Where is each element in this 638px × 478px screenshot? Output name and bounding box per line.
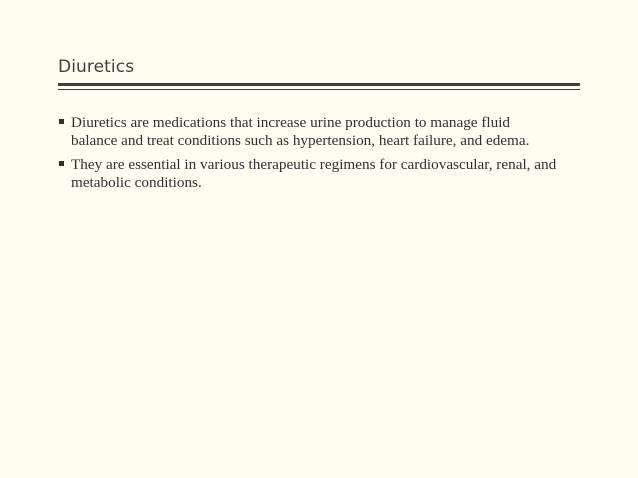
title-rule-thick — [58, 83, 580, 86]
square-bullet-icon — [59, 161, 64, 166]
bullet-item — [58, 114, 558, 149]
title-rule-thin — [58, 89, 580, 90]
bullet-text: They are essential in various therapeutic regimens for cardiovascular, renal, and metabolic conditions. — [71, 156, 557, 191]
square-bullet-icon — [59, 119, 64, 124]
bullet-text: Diuretics are medications that increase urine production to manage fluid balance and treat conditions such as hypertension, heart failure, and edema. — [71, 114, 530, 149]
bullet-item — [58, 156, 558, 191]
slide-title: Diuretics — [58, 57, 135, 77]
bullet-list — [58, 114, 558, 198]
